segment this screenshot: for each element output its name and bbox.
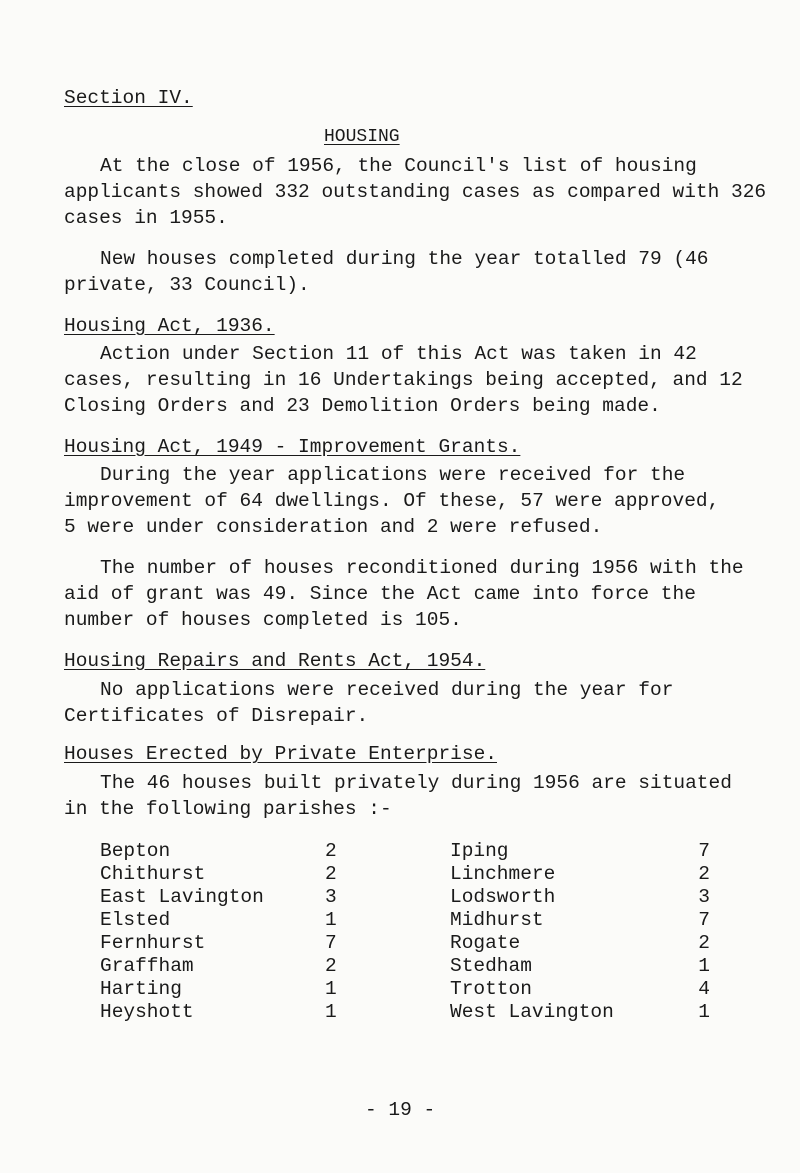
parish-name: Midhurst [450, 909, 544, 931]
parish-count: 2 [698, 863, 710, 885]
new-houses-line: New houses completed during the year totalled 79 (46 [100, 248, 709, 270]
parish-name: East Lavington [100, 886, 264, 908]
private-line: in the following parishes :- [64, 798, 392, 820]
table-row [100, 978, 710, 1001]
page-title: HOUSING [324, 127, 400, 147]
table-row [100, 840, 710, 863]
parish-count: 1 [698, 955, 710, 977]
table-row [100, 909, 710, 932]
act-1936-line: Closing Orders and 23 Demolition Orders being made. [64, 395, 661, 417]
heading-housing-repairs-act-1954: Housing Repairs and Rents Act, 1954. [64, 650, 486, 672]
act-1954-line: Certificates of Disrepair. [64, 705, 369, 727]
parish-count: 1 [325, 1001, 337, 1023]
parish-name: Iping [450, 840, 509, 862]
table-row [100, 1001, 710, 1024]
intro-line: applicants showed 332 outstanding cases as compared with 326 [64, 181, 767, 203]
parish-table [100, 840, 710, 1024]
act-1949-line: number of houses completed is 105. [64, 609, 462, 631]
heading-housing-act-1936: Housing Act, 1936. [64, 315, 275, 337]
parish-name: Rogate [450, 932, 521, 954]
parish-name: Elsted [100, 909, 171, 931]
parish-count: 7 [698, 909, 710, 931]
page-number: - 19 - [365, 1099, 436, 1121]
parish-name: West Lavington [450, 1001, 614, 1023]
parish-count: 1 [325, 978, 337, 1000]
parish-name: Linchmere [450, 863, 556, 885]
parish-count: 1 [325, 909, 337, 931]
parish-count: 1 [698, 1001, 710, 1023]
act-1949-line: aid of grant was 49. Since the Act came into force the [64, 583, 696, 605]
section-label: Section IV. [64, 87, 193, 109]
intro-line: cases in 1955. [64, 207, 228, 229]
act-1936-line: Action under Section 11 of this Act was taken in 42 [100, 343, 697, 365]
act-1949-line: improvement of 64 dwellings. Of these, 57 were approved, [64, 490, 720, 512]
parish-name: Stedham [450, 955, 532, 977]
parish-count: 7 [325, 932, 337, 954]
parish-count: 2 [325, 863, 337, 885]
parish-name: Trotton [450, 978, 532, 1000]
parish-count: 3 [325, 886, 337, 908]
act-1936-line: cases, resulting in 16 Undertakings being accepted, and 12 [64, 369, 743, 391]
parish-name: Harting [100, 978, 182, 1000]
parish-count: 2 [325, 955, 337, 977]
table-row [100, 886, 710, 909]
heading-housing-act-1949: Housing Act, 1949 - Improvement Grants. [64, 436, 521, 458]
new-houses-line: private, 33 Council). [64, 274, 310, 296]
parish-name: Graffham [100, 955, 194, 977]
intro-line: At the close of 1956, the Council's list of housing [100, 155, 697, 177]
parish-name: Bepton [100, 840, 171, 862]
parish-name: Heyshott [100, 1001, 194, 1023]
parish-name: Lodsworth [450, 886, 556, 908]
table-row [100, 955, 710, 978]
parish-name: Fernhurst [100, 932, 206, 954]
act-1949-line: The number of houses reconditioned during 1956 with the [100, 557, 744, 579]
table-row [100, 932, 710, 955]
parish-count: 2 [698, 932, 710, 954]
private-line: The 46 houses built privately during 1956 are situated [100, 772, 732, 794]
parish-count: 2 [325, 840, 337, 862]
parish-count: 7 [698, 840, 710, 862]
parish-count: 4 [698, 978, 710, 1000]
heading-private-enterprise: Houses Erected by Private Enterprise. [64, 743, 497, 765]
act-1949-line: During the year applications were received for the [100, 464, 686, 486]
parish-name: Chithurst [100, 863, 206, 885]
act-1954-line: No applications were received during the year for [100, 679, 674, 701]
table-row [100, 863, 710, 886]
act-1949-line: 5 were under consideration and 2 were refused. [64, 516, 603, 538]
parish-count: 3 [698, 886, 710, 908]
